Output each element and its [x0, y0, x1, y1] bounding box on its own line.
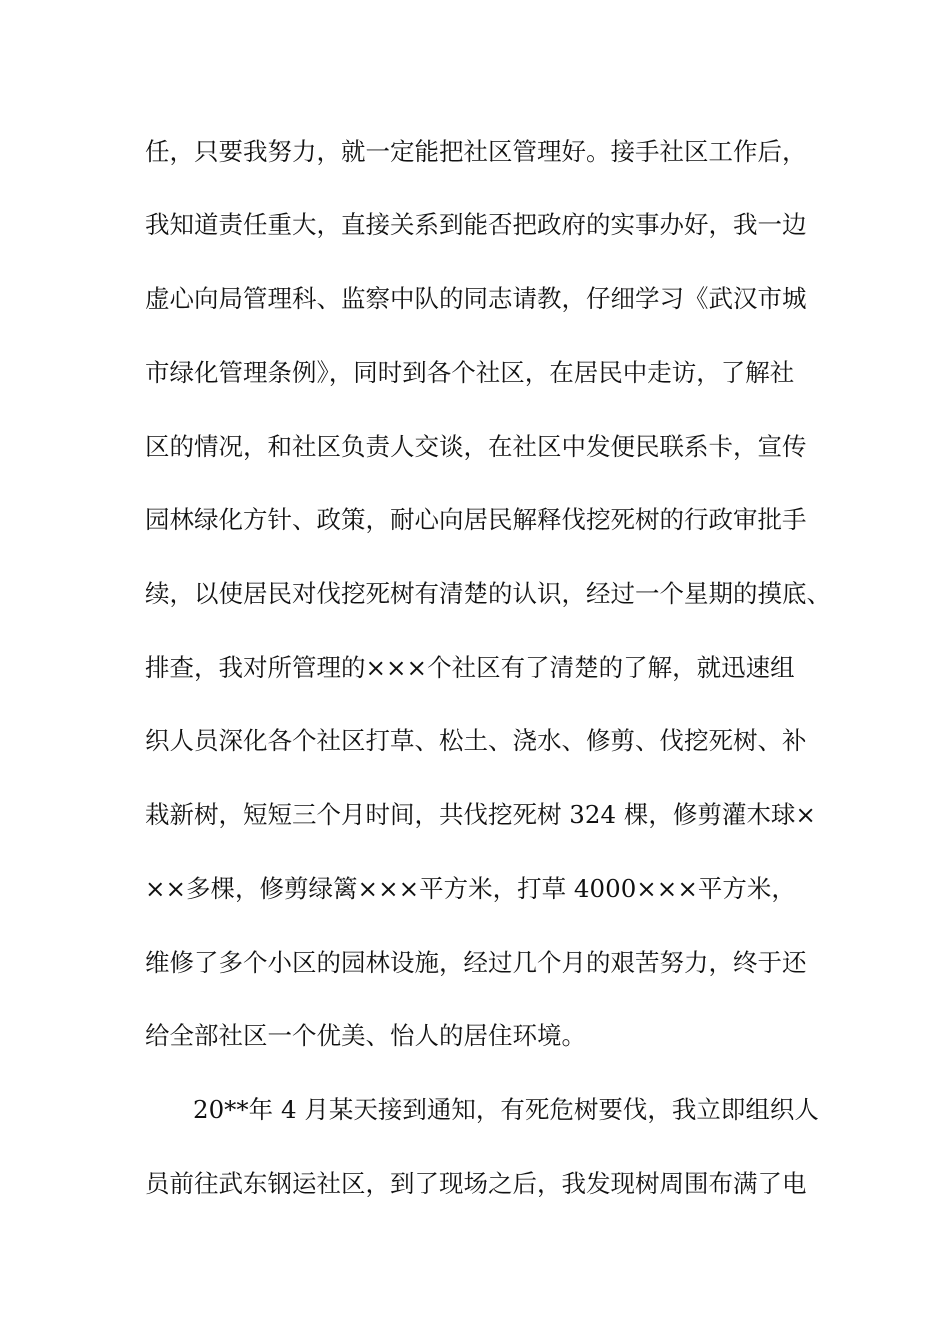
- text-line: 维修了多个小区的园林设施，经过几个月的艰苦努力，终于还: [145, 948, 807, 977]
- text-line: 排查，我对所管理的×××个社区有了清楚的了解，就迅速组: [145, 653, 795, 682]
- paragraph-first-line: 20**年 4 月某天接到通知，有死危树要伐，我立即组织人: [193, 1095, 819, 1124]
- text-line: 园林绿化方针、政策，耐心向居民解释伐挖死树的行政审批手: [145, 505, 807, 534]
- text-line: 虚心向局管理科、监察中队的同志请教，仔细学习《武汉市城: [145, 284, 807, 313]
- text-line: 栽新树，短短三个月时间，共伐挖死树 324 棵，修剪灌木球×: [145, 800, 816, 829]
- text-line: 市绿化管理条例》，同时到各个社区，在居民中走访，了解社: [145, 358, 795, 387]
- text-line: ××多棵，修剪绿篱×××平方米，打草 4000×××平方米，: [145, 874, 796, 903]
- text-line: 任，只要我努力，就一定能把社区管理好。接手社区工作后，: [145, 137, 807, 166]
- text-line: 我知道责任重大，直接关系到能否把政府的实事办好，我一边: [145, 210, 807, 239]
- text-line: 织人员深化各个社区打草、松土、浇水、修剪、伐挖死树、补: [145, 726, 807, 755]
- text-line: 续，以使居民对伐挖死树有清楚的认识，经过一个星期的摸底、: [145, 579, 831, 608]
- text-line: 给全部社区一个优美、怡人的居住环境。: [145, 1021, 586, 1050]
- text-line: 区的情况，和社区负责人交谈，在社区中发便民联系卡，宣传: [145, 432, 807, 461]
- text-line: 员前往武东钢运社区，到了现场之后，我发现树周围布满了电: [145, 1169, 807, 1198]
